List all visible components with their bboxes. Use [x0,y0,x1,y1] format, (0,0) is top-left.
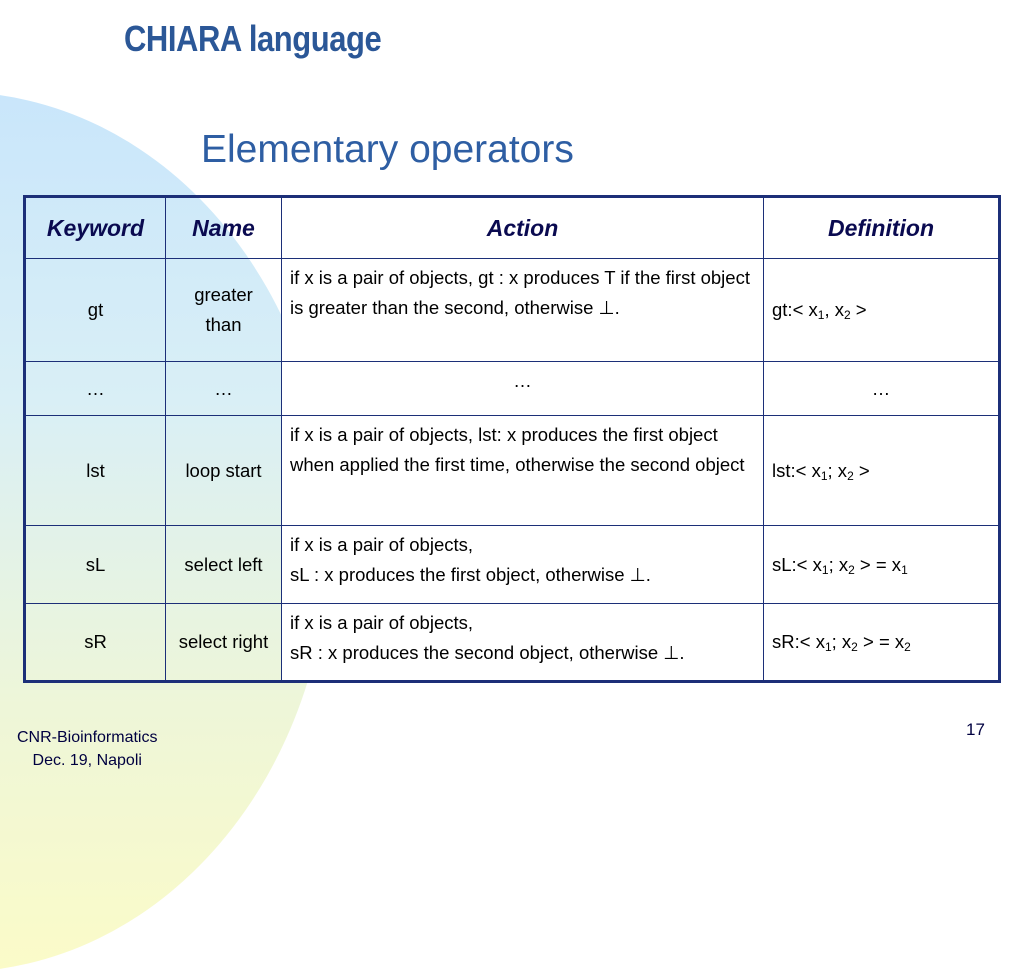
name-cell: … [166,362,282,416]
definition-subscript: 2 [843,308,851,322]
definition-text: sR:< x [772,631,825,652]
definition-subscript: 1 [901,562,908,577]
action-cell: if x is a pair of objects, lst: x produces the first object when applied the first time, otherwise the second object [282,416,764,526]
definition-text: > = x [854,553,902,575]
definition-text: ; x [831,631,852,652]
operators-table [23,195,1001,683]
definition-text: > [853,459,870,481]
keyword-cell: sL [25,526,166,604]
keyword-cell: sR [25,604,166,682]
keyword-cell: gt [25,259,166,362]
action-line: sL : x produces the first object, otherwise ⊥. [290,564,651,585]
name-cell: loop start [166,416,282,526]
slide-subtitle: Elementary operators [201,128,574,171]
table-row [25,604,1000,682]
definition-subscript: 2 [847,468,854,483]
definition-cell [764,526,1000,604]
table-row [25,362,1000,416]
definition-cell: … [764,362,1000,416]
definition-subscript: 2 [904,640,911,654]
header-keyword: Keyword [25,197,166,259]
table-row [25,259,1000,362]
definition-text: ; x [827,459,848,481]
definition-cell [764,259,1000,362]
footer-date-location: Dec. 19, Napoli [32,752,142,769]
definition-subscript: 2 [848,562,855,577]
name-cell: select right [166,604,282,682]
action-cell: … [282,362,764,416]
footer [17,726,157,772]
action-line: if x is a pair of objects, [290,612,474,633]
action-cell: if x is a pair of objects, gt : x produces T if the first object is greater than the second, otherwise ⊥. [282,259,764,362]
definition-text: ; x [828,553,849,575]
definition-text: > [850,299,867,320]
header-name: Name [166,197,282,259]
table-row [25,416,1000,526]
name-cell: select left [166,526,282,604]
page-number: 17 [966,720,985,739]
definition-subscript: 1 [817,308,825,322]
definition-cell [764,416,1000,526]
table-row [25,526,1000,604]
keyword-cell: … [25,362,166,416]
action-cell [282,526,764,604]
definition-subscript: 1 [821,562,829,577]
slide-title: CHIARA language [124,18,382,59]
definition-subscript: 1 [820,468,828,483]
header-action: Action [282,197,764,259]
definition-subscript: 1 [824,640,832,654]
definition-text: sL:< x [772,553,822,575]
table-header-row [25,197,1000,259]
action-line: sR : x produces the second object, otherwise ⊥. [290,642,685,663]
definition-text: lst:< x [772,459,821,481]
definition-subscript: 2 [851,640,858,654]
action-line: if x is a pair of objects, [290,534,474,555]
header-definition: Definition [764,197,1000,259]
action-cell [282,604,764,682]
definition-text: gt:< x [772,299,818,320]
definition-text: > = x [857,631,905,652]
footer-organization: CNR-Bioinformatics [17,729,158,746]
definition-cell [764,604,1000,682]
keyword-cell: lst [25,416,166,526]
definition-text: , x [824,299,844,320]
name-cell: greater than [166,259,282,362]
